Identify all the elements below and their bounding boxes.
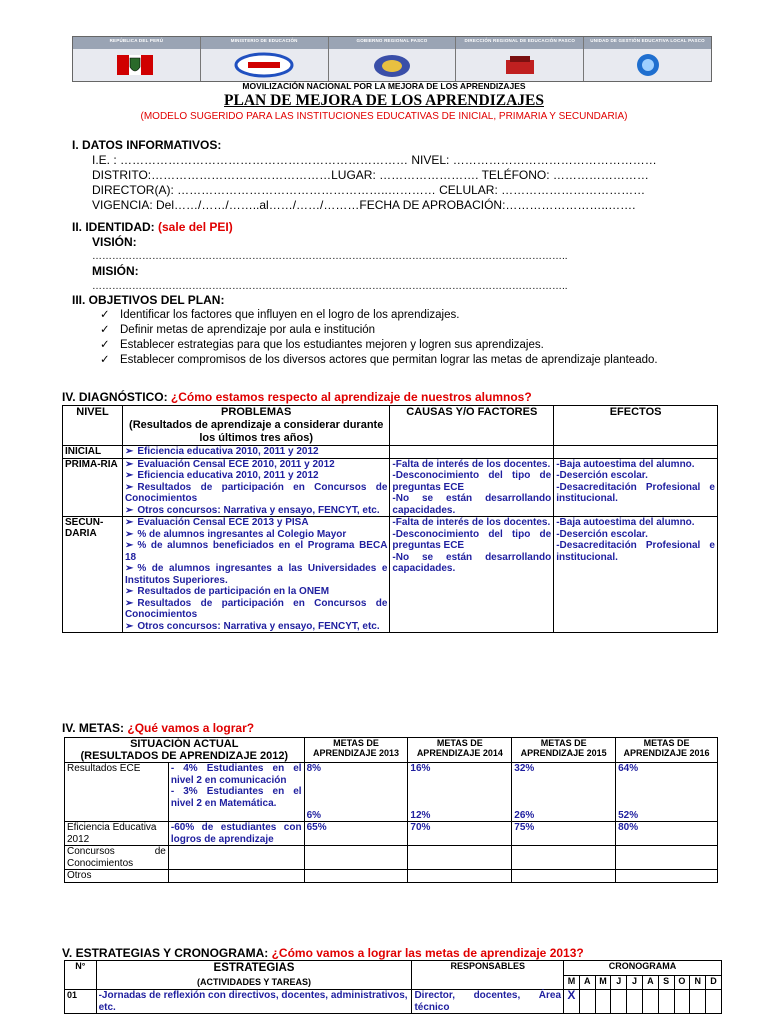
empty-cell: [304, 846, 408, 870]
efectos-cell: [554, 446, 718, 459]
problema-item: [125, 529, 387, 541]
arrow-bullet-icon: ➢: [124, 528, 134, 540]
arrow-bullet-icon: ➢: [124, 517, 134, 528]
objetivo-text: Establecer estrategias para que los estudiantes mejoren y logren sus aprendizajes.: [120, 339, 544, 351]
ece-description: [168, 763, 304, 822]
objetivo-text: Definir metas de aprendizaje por aula e institución: [120, 324, 376, 336]
col-meta-2016: METAS DE APRENDIZAJE 2016: [616, 738, 718, 763]
page-subtitle: (MODELO SUGERIDO PARA LAS INSTITUCIONES EDUCATIVAS DE INICIAL, PRIMARIA Y SECUNDARIA): [140, 111, 628, 122]
schedule-cell: [579, 990, 595, 1014]
arrow-bullet-icon: ➢: [124, 620, 134, 632]
mision-label: MISIÓN:: [92, 264, 139, 278]
value-cell: 80%: [616, 822, 718, 846]
arrow-bullet-icon: ➢: [124, 597, 134, 609]
ece-com-value: 64%: [618, 763, 639, 774]
value-cell: 65%: [304, 822, 408, 846]
month-cell: S: [658, 975, 674, 990]
arrow-bullet-icon: ➢: [124, 504, 134, 516]
empty-cell: [168, 846, 304, 870]
arrow-bullet-icon: ➢: [124, 470, 134, 481]
banner-minedu: [201, 37, 329, 81]
col-situacion: [65, 738, 305, 763]
table-row: [65, 990, 722, 1014]
banner-gobierno: [329, 37, 457, 81]
col-nivel: NIVEL: [63, 406, 123, 446]
problemas-cell: [122, 517, 389, 633]
value-cell: 75%: [512, 822, 616, 846]
estrategias-question: ¿Cómo vamos a lograr las metas de aprendizaje 2013?: [271, 946, 584, 960]
efecto-text: -Deserción escolar.: [556, 528, 648, 540]
problema-item: [125, 482, 387, 505]
problema-text: Otros concursos: Narrativa y ensayo, FENCYT, etc.: [137, 620, 380, 632]
objetivo-text: Establecer compromisos de los diversos actores que permitan lograr las metas de aprendizaje planteado.: [120, 354, 658, 366]
arrow-bullet-icon: ➢: [124, 446, 134, 457]
col-problemas-title: PROBLEMAS: [221, 406, 292, 418]
table-row: [65, 822, 718, 846]
ece-mat-text: - 3% Estudiantes en el nivel 2 en Matemática.: [170, 786, 302, 809]
problema-item: [125, 470, 387, 482]
efecto-text: -Deserción escolar.: [556, 470, 648, 481]
objetivo-text: Identificar los factores que influyen en el logro de los aprendizajes.: [120, 309, 460, 321]
peru-shield-icon: [116, 52, 156, 78]
checkmark-icon: ✓: [100, 354, 110, 366]
table-header-row: [65, 961, 722, 976]
banner-dre: [456, 37, 584, 81]
month-cell: J: [627, 975, 643, 990]
col-meta-2013: METAS DE APRENDIZAJE 2013: [304, 738, 408, 763]
table-row: [65, 763, 718, 822]
ece-com-value: 8%: [306, 763, 322, 774]
ece-mat-value: 12%: [410, 809, 431, 821]
objetivo-item: [100, 308, 460, 322]
nivel-primaria: PRIMA-RIA: [63, 458, 123, 517]
causa-text: -Falta de interés de los docentes.: [392, 458, 551, 470]
field-distrito-line: DISTRITO:………………………………………LUGAR: ……………………. TELÉFONO: ……………………: [92, 168, 649, 182]
identidad-note: (sale del PEI): [158, 220, 233, 234]
month-cell: M: [564, 975, 580, 990]
banner-label: MINISTERIO DE EDUCACIÓN: [230, 38, 298, 43]
problema-text: % de alumnos beneficiados en el Programa BECA 18: [124, 540, 388, 563]
section-metas-heading: IV. METAS:: [62, 721, 125, 735]
month-cell: O: [674, 975, 690, 990]
banner-label: REPÚBLICA DEL PERÚ: [109, 38, 164, 43]
section-diagnostico: [62, 390, 532, 404]
checkmark-icon: ✓: [100, 309, 110, 321]
estrategia-cell: -Jornadas de reflexión con directivos, docentes, administrativos, etc.: [96, 990, 412, 1014]
header-banner: [72, 36, 712, 82]
schedule-cell: [674, 990, 690, 1014]
arrow-bullet-icon: ➢: [124, 458, 134, 470]
responsables-cell: Director, docentes, Área técnico: [412, 990, 564, 1014]
efecto-text: -Desacreditación Profesional e institucional.: [556, 481, 715, 504]
col-efectos: EFECTOS: [554, 406, 718, 446]
table-row: [63, 517, 718, 633]
field-director-line: DIRECTOR(A): ……………………………………………..………… CELULAR: ………………………………: [92, 183, 646, 197]
col-cronograma: CRONOGRAMA: [564, 961, 722, 976]
efectos-cell: [554, 458, 718, 517]
row-label-otros: Otros: [65, 870, 169, 883]
causa-text: -No se están desarrollando capacidades.: [392, 493, 552, 516]
field-vigencia-line: VIGENCIA: Del……/……/……..al……/……/………FECHA DE APROBACIÓN:……………………..…….: [92, 198, 636, 212]
value-cell: [408, 763, 512, 822]
problemas-cell: [122, 458, 389, 517]
objetivo-item: [100, 353, 708, 367]
page-title: PLAN DE MEJORA DE LOS APRENDIZAJES: [224, 92, 544, 109]
ece-mat-value: 26%: [514, 809, 535, 821]
row-label-eficiencia: Eficiencia Educativa 2012: [65, 822, 169, 846]
ece-mat-value: 6%: [306, 809, 322, 821]
problema-text: Evaluación Censal ECE 2010, 2011 y 2012: [137, 458, 335, 470]
ece-com-value: 32%: [514, 763, 535, 774]
month-cell: A: [642, 975, 658, 990]
efecto-text: -Desacreditación Profesional e institucional.: [556, 540, 715, 563]
col-meta-2014: METAS DE APRENDIZAJE 2014: [408, 738, 512, 763]
row-label-ece: Resultados ECE: [65, 763, 169, 822]
causas-cell: [390, 458, 554, 517]
col-causas: CAUSAS Y/O FACTORES: [390, 406, 554, 446]
problema-item: [125, 505, 387, 517]
problema-item: [125, 540, 387, 563]
causas-cell: [390, 517, 554, 633]
section-datos-heading: I. DATOS INFORMATIVOS:: [72, 138, 222, 152]
empty-cell: [168, 870, 304, 883]
row-number: 01: [65, 990, 97, 1014]
table-header-row: [63, 406, 718, 446]
mision-dots: ……………………………………………………………………………………………………………………………..: [92, 281, 568, 292]
schedule-cell: [690, 990, 706, 1014]
empty-cell: [408, 870, 512, 883]
nivel-inicial: INICIAL: [63, 446, 123, 459]
problema-item: [125, 517, 387, 529]
col-meta-2015: METAS DE APRENDIZAJE 2015: [512, 738, 616, 763]
banner-label: DIRECCIÓN REGIONAL DE EDUCACIÓN PASCO: [464, 38, 576, 43]
problema-text: Eficiencia educativa 2010, 2011 y 2012: [137, 446, 319, 457]
col-estrategias: [96, 961, 412, 990]
col-responsables: RESPONSABLES: [412, 961, 564, 990]
estrategias-table: [64, 960, 722, 1014]
problema-text: % de alumnos ingresantes a las Universidades e Institutos Superiores.: [124, 563, 388, 586]
eficiencia-description: -60% de estudiantes con logros de aprendizaje: [168, 822, 304, 846]
empty-cell: [512, 846, 616, 870]
problema-text: Resultados de participación en Concursos de Conocimientos: [124, 481, 388, 504]
ugel-logo-icon: [628, 52, 668, 78]
ece-com-value: 16%: [410, 763, 431, 774]
month-cell: M: [595, 975, 611, 990]
problema-text: Resultados de participación en Concursos de Conocimientos: [124, 597, 388, 620]
arrow-bullet-icon: ➢: [124, 481, 134, 493]
causa-text: -No se están desarrollando capacidades.: [392, 551, 552, 574]
problema-text: Otros concursos: Narrativa y ensayo, FENCYT, etc.: [137, 504, 380, 516]
empty-cell: [408, 846, 512, 870]
value-cell: [304, 763, 408, 822]
col-problemas: [122, 406, 389, 446]
problemas-cell: [122, 446, 389, 459]
section-diagnostico-heading: IV. DIAGNÓSTICO:: [62, 390, 168, 404]
month-cell: N: [690, 975, 706, 990]
diagnostico-question: ¿Cómo estamos respecto al aprendizaje de nuestros alumnos?: [170, 390, 532, 404]
col-estrategias-title: ESTRATEGIAS: [213, 962, 295, 974]
arrow-bullet-icon: ➢: [124, 563, 134, 574]
banner-republica: [73, 37, 201, 81]
schedule-cell: [706, 990, 722, 1014]
schedule-cell: [595, 990, 611, 1014]
value-cell: 70%: [408, 822, 512, 846]
empty-cell: [616, 870, 718, 883]
nivel-secundaria: SECUN-DARIA: [63, 517, 123, 633]
causa-text: -Desconocimiento del tipo de preguntas ECE: [392, 470, 552, 493]
problema-text: % de alumnos ingresantes al Colegio Mayor: [137, 528, 347, 540]
arrow-bullet-icon: ➢: [124, 540, 134, 551]
objetivo-item: [100, 338, 544, 352]
table-row: [63, 458, 718, 517]
efectos-cell: [554, 517, 718, 633]
section-identidad: [72, 220, 233, 234]
problema-item: [125, 598, 387, 621]
vision-label: VISIÓN:: [92, 235, 137, 249]
empty-cell: [616, 846, 718, 870]
diagnostico-table: [62, 405, 718, 633]
problema-text: Evaluación Censal ECE 2013 y PISA: [137, 517, 309, 528]
vision-dots: ……………………………………………………………………………………………………………………………..: [92, 251, 568, 262]
table-row: [65, 846, 718, 870]
causa-text: -Falta de interés de los docentes.: [392, 517, 551, 528]
section-objetivos-heading: III. OBJETIVOS DEL PLAN:: [72, 293, 225, 307]
section-metas: [62, 721, 254, 735]
month-cell: A: [579, 975, 595, 990]
banner-label: UNIDAD DE GESTIÓN EDUCATIVA LOCAL PASCO: [590, 38, 705, 43]
problema-text: Eficiencia educativa 2010, 2011 y 2012: [137, 470, 319, 481]
arrow-bullet-icon: ➢: [124, 586, 134, 597]
col-estrategias-sub: (ACTIVIDADES Y TAREAS): [197, 977, 312, 987]
empty-cell: [512, 870, 616, 883]
schedule-cell: [611, 990, 627, 1014]
schedule-cell: [642, 990, 658, 1014]
efecto-text: -Baja autoestima del alumno.: [556, 517, 695, 528]
ece-mat-value: 52%: [618, 809, 639, 821]
col-situacion-sub: (RESULTADOS DE APRENDIZAJE 2012): [80, 750, 289, 762]
problema-item: [125, 563, 387, 586]
metas-question: ¿Qué vamos a lograr?: [127, 721, 255, 735]
col-numero: N°: [65, 961, 97, 990]
metas-table: [64, 737, 718, 883]
banner-label: GOBIERNO REGIONAL PASCO: [356, 38, 428, 43]
value-cell: [616, 763, 718, 822]
value-cell: [512, 763, 616, 822]
ece-com-text: - 4% Estudiantes en el nivel 2 en comunicación: [170, 763, 302, 786]
table-header-row: [65, 738, 718, 763]
table-row: [65, 870, 718, 883]
section-estrategias: [62, 946, 584, 960]
row-label-concursos: Concursos de Conocimientos: [65, 846, 169, 870]
field-ie-line: I.E. : ……………………………………………………………… NIVEL: ……………………………………………: [92, 153, 657, 167]
checkmark-icon: ✓: [100, 339, 110, 351]
objetivo-item: [100, 323, 376, 337]
problema-item: [125, 586, 387, 598]
checkmark-icon: ✓: [100, 324, 110, 336]
month-cell: J: [611, 975, 627, 990]
problema-item: [125, 459, 387, 471]
efecto-text: -Baja autoestima del alumno.: [556, 458, 695, 470]
banner-ugel: [584, 37, 711, 81]
causa-text: -Desconocimiento del tipo de preguntas ECE: [392, 528, 552, 551]
movilizacion-line: MOVILIZACIÓN NACIONAL POR LA MEJORA DE LOS APRENDIZAJES: [242, 81, 526, 91]
problema-item: [125, 621, 387, 633]
empty-cell: [304, 870, 408, 883]
col-problemas-sub: (Resultados de aprendizaje a considerar durante los últimos tres años): [129, 419, 384, 444]
month-cell: D: [706, 975, 722, 990]
schedule-cell: [658, 990, 674, 1014]
section-identidad-heading: II. IDENTIDAD:: [72, 220, 155, 234]
minedu-logo-icon: [234, 52, 294, 78]
gobierno-regional-logo-icon: [372, 52, 412, 78]
problema-text: Resultados de participación en la ONEM: [137, 586, 330, 597]
schedule-cell: [627, 990, 643, 1014]
section-estrategias-heading: V. ESTRATEGIAS Y CRONOGRAMA:: [62, 946, 269, 960]
schedule-mark: X: [564, 990, 580, 1014]
dre-logo-icon: [500, 52, 540, 78]
causas-cell: [390, 446, 554, 459]
col-situacion-title: SITUACIÓN ACTUAL: [130, 738, 239, 750]
table-row: [63, 446, 718, 459]
